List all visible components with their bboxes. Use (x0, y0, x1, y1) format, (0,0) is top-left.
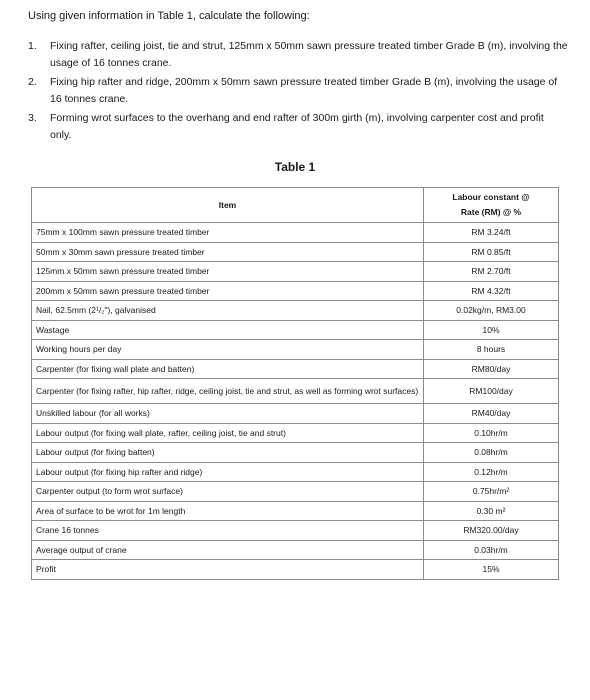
table-row (32, 223, 559, 243)
table-row (32, 359, 559, 379)
row-item: Labour output (for fixing batten) (32, 443, 424, 463)
row-rate: 0.75hr/m² (424, 482, 559, 502)
row-rate: 15% (424, 560, 559, 580)
row-item: 75mm x 100mm sawn pressure treated timber (32, 223, 424, 243)
row-rate: RM80/day (424, 359, 559, 379)
header-rate-line1: Labour constant @ (452, 192, 530, 202)
intro-text: Using given information in Table 1, calculate the following: (28, 10, 310, 22)
question-item (28, 110, 568, 144)
table-row (32, 462, 559, 482)
question-text: Fixing rafter, ceiling joist, tie and strut, 125mm x 50mm sawn pressure treated timber Grade B (m), involving the usage of 16 tonnes crane. (50, 40, 568, 69)
row-rate: RM 2.70/ft (424, 262, 559, 282)
table-row (32, 320, 559, 340)
row-rate: RM 3.24/ft (424, 223, 559, 243)
header-rate-line2: Rate (RM) @ % (460, 207, 522, 217)
row-rate: 0.12hr/m (424, 462, 559, 482)
question-item (28, 74, 568, 108)
row-item: Area of surface to be wrot for 1m length (32, 501, 424, 521)
question-number: 3. (28, 112, 37, 124)
row-rate: 8 hours (424, 340, 559, 360)
table-row (32, 262, 559, 282)
table-row (32, 340, 559, 360)
question-item (28, 38, 568, 72)
table-row (32, 301, 559, 321)
row-item: Working hours per day (32, 340, 424, 360)
table-row (32, 501, 559, 521)
question-number: 1. (28, 40, 37, 52)
row-rate: RM100/day (424, 379, 559, 404)
table-row (32, 404, 559, 424)
row-item: Profit (32, 560, 424, 580)
row-item: Nail, 62.5mm (2¹/₂"), galvanised (32, 301, 424, 321)
row-rate: RM40/day (424, 404, 559, 424)
row-item: Labour output (for fixing wall plate, rafter, ceiling joist, tie and strut) (32, 423, 424, 443)
row-rate: RM 0.85/ft (424, 242, 559, 262)
table-row (32, 281, 559, 301)
row-rate: 0.08hr/m (424, 443, 559, 463)
table-row (32, 560, 559, 580)
table-row (32, 443, 559, 463)
question-text: Fixing hip rafter and ridge, 200mm x 50mm sawn pressure treated timber Grade B (m), involving the usage of 16 tonnes crane. (50, 76, 558, 105)
table-row (32, 242, 559, 262)
row-rate: 0.03hr/m (424, 540, 559, 560)
data-table (31, 187, 559, 580)
header-item: Item (32, 188, 424, 223)
row-item: Unskilled labour (for all works) (32, 404, 424, 424)
table-row (32, 540, 559, 560)
table-row (32, 482, 559, 502)
row-item: 125mm x 50mm sawn pressure treated timber (32, 262, 424, 282)
row-rate: 10% (424, 320, 559, 340)
row-item: Labour output (for fixing hip rafter and ridge) (32, 462, 424, 482)
row-item: Crane 16 tonnes (32, 521, 424, 541)
row-item: Average output of crane (32, 540, 424, 560)
table-row (32, 521, 559, 541)
row-rate: 0.02kg/m, RM3.00 (424, 301, 559, 321)
question-number: 2. (28, 76, 37, 88)
table-body (32, 223, 559, 580)
row-item: 200mm x 50mm sawn pressure treated timber (32, 281, 424, 301)
row-rate: RM320.00/day (424, 521, 559, 541)
question-list (28, 38, 568, 146)
row-item: Carpenter output (to form wrot surface) (32, 482, 424, 502)
row-rate: 0.10hr/m (424, 423, 559, 443)
header-rate (424, 188, 559, 223)
table-row (32, 423, 559, 443)
table-row (32, 379, 559, 404)
row-item: Carpenter (for fixing wall plate and batten) (32, 359, 424, 379)
table-caption: Table 1 (274, 160, 316, 174)
row-item: 50mm x 30mm sawn pressure treated timber (32, 242, 424, 262)
question-text: Forming wrot surfaces to the overhang and end rafter of 300m girth (m), involving carpenter cost and profit only. (50, 112, 544, 141)
row-rate: RM 4.32/ft (424, 281, 559, 301)
row-item: Wastage (32, 320, 424, 340)
row-rate: 0.30 m² (424, 501, 559, 521)
table-header-row (32, 188, 559, 223)
row-item: Carpenter (for fixing rafter, hip rafter, ridge, ceiling joist, tie and strut, as well as forming wrot surfaces) (32, 379, 424, 404)
